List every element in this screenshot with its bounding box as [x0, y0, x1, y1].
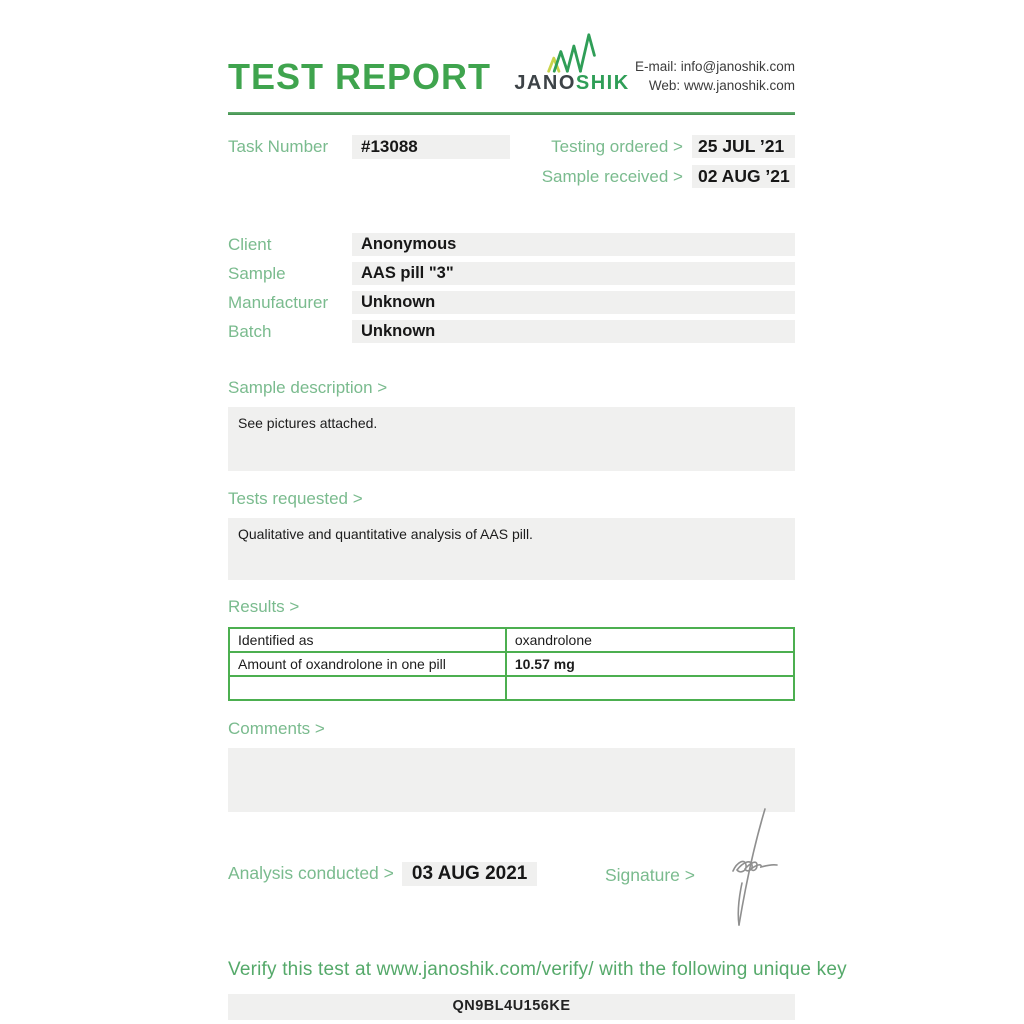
- manufacturer-row: [228, 291, 795, 314]
- task-number-value: #13088: [352, 135, 510, 159]
- test-report-page: [228, 0, 847, 1020]
- brand-name: [514, 72, 629, 95]
- result-value-cell: 10.57 mg: [506, 652, 794, 676]
- analysis-conducted-value: 03 AUG 2021: [402, 862, 537, 886]
- analysis-conducted-label: Analysis conducted >: [228, 863, 394, 883]
- contact-email: E-mail: info@janoshik.com: [634, 59, 795, 74]
- result-value-cell: [506, 676, 794, 700]
- table-row: [229, 652, 794, 676]
- report-header: [228, 0, 795, 102]
- signature-label: Signature >: [605, 864, 695, 885]
- client-label: Client: [228, 234, 272, 254]
- comments-box: [228, 748, 795, 812]
- brand-name-jano: JANO: [514, 72, 576, 94]
- page-title: TEST REPORT: [228, 56, 492, 97]
- testing-ordered-label: Testing ordered >: [551, 136, 683, 156]
- logo-chart-icon: [514, 32, 629, 74]
- testing-ordered-value: 25 JUL ’21: [692, 135, 795, 158]
- sample-info-block: [228, 233, 795, 343]
- task-number-group: [228, 135, 510, 159]
- result-value-cell: oxandrolone: [506, 628, 794, 652]
- batch-row: [228, 320, 795, 343]
- tests-requested-section: [228, 489, 795, 580]
- verify-text: Verify this test at www.janoshik.com/verify/ with the following unique key: [228, 959, 847, 980]
- client-row: [228, 233, 795, 256]
- brand-name-shik: SHIK: [575, 72, 630, 94]
- sample-description-box: See pictures attached.: [228, 407, 795, 471]
- comments-section: [228, 719, 795, 812]
- contact-web: Web: www.janoshik.com: [648, 77, 795, 93]
- results-label: Results >: [228, 597, 300, 616]
- sample-received-row: [542, 165, 795, 188]
- batch-label: Batch: [228, 321, 272, 341]
- tests-requested-box: Qualitative and quantitative analysis of AAS pill.: [228, 518, 795, 580]
- sample-description-label: Sample description >: [228, 378, 388, 397]
- manufacturer-value: Unknown: [352, 291, 795, 314]
- result-name-cell: Amount of oxandrolone in one pill: [229, 652, 506, 676]
- tests-requested-label: Tests requested >: [228, 489, 363, 508]
- testing-ordered-row: [542, 135, 795, 158]
- header-divider: [228, 112, 795, 115]
- results-section: [228, 597, 795, 701]
- batch-value: Unknown: [352, 320, 795, 343]
- results-table: [228, 627, 795, 701]
- sample-value: AAS pill "3": [352, 262, 795, 285]
- manufacturer-label: Manufacturer: [228, 292, 329, 312]
- contact-info: [635, 58, 795, 96]
- result-name-cell: Identified as: [229, 628, 506, 652]
- table-row: [229, 628, 794, 652]
- task-number-label: Task Number: [228, 137, 329, 156]
- client-value: Anonymous: [352, 233, 795, 256]
- result-name-cell: [229, 676, 506, 700]
- sample-received-value: 02 AUG ’21: [692, 165, 795, 188]
- analysis-signature-row: [228, 860, 795, 887]
- sample-description-section: [228, 378, 795, 471]
- sample-row: [228, 262, 795, 285]
- task-dates-row: [228, 135, 795, 195]
- brand-logo: [514, 32, 629, 95]
- table-row: [229, 676, 794, 700]
- unique-key: QN9BL4U156KE: [228, 994, 795, 1020]
- dates-group: [542, 135, 795, 195]
- sample-label: Sample: [228, 263, 286, 283]
- signature-icon: [709, 852, 795, 882]
- signature-group: [605, 860, 795, 890]
- sample-received-label: Sample received >: [541, 166, 683, 186]
- comments-label: Comments >: [228, 719, 325, 738]
